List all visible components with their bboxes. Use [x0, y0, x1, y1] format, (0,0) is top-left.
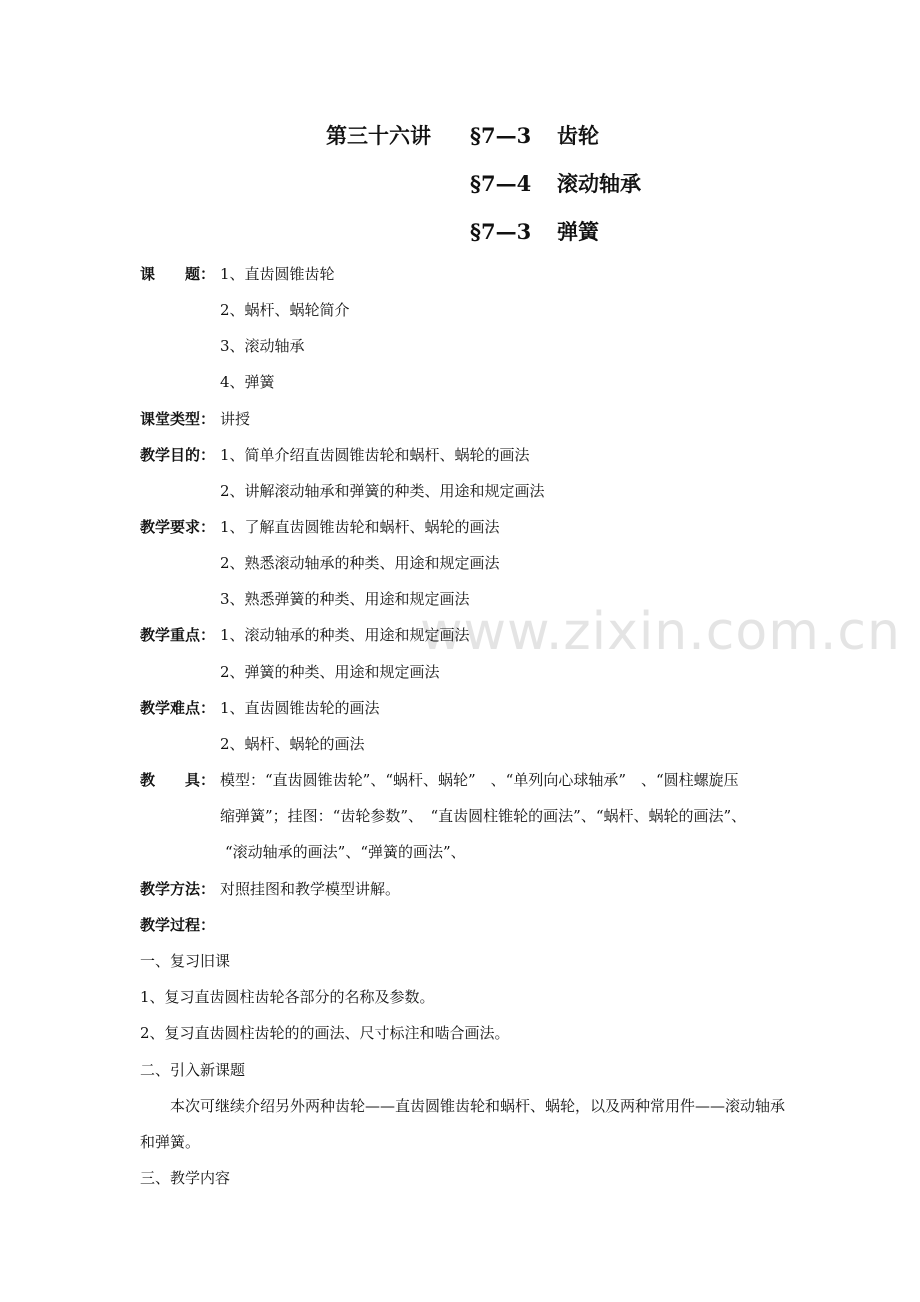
difficulty-item: 2、蜗杆、蜗轮的画法: [220, 735, 365, 753]
section-1-name: 齿轮: [557, 123, 599, 148]
goal-item: 2、讲解滚动轴承和弹簧的种类、用途和规定画法: [220, 482, 545, 500]
class-type-value: 讲授: [220, 410, 251, 428]
teaching-aids-label: 教 具：: [140, 771, 216, 789]
requirement-item: 2、熟悉滚动轴承的种类、用途和规定画法: [220, 554, 500, 572]
requirement-label: 教学要求：: [140, 518, 216, 536]
topic-label: 课 题：: [140, 265, 216, 283]
section-2-number: §7—4: [470, 171, 532, 196]
key-point-label: 教学重点：: [140, 626, 216, 644]
topic-item: 4、弹簧: [220, 373, 275, 391]
teaching-aids-line: “滚动轴承的画法”、“弹簧的画法”、: [225, 843, 466, 861]
key-point-item: 1、滚动轴承的种类、用途和规定画法: [220, 626, 470, 644]
watermark: www.zixin.com.cn: [420, 602, 901, 662]
requirement-item: 3、熟悉弹簧的种类、用途和规定画法: [220, 590, 470, 608]
intro-heading: 二、引入新课题: [140, 1061, 246, 1079]
intro-paragraph: 本次可继续介绍另外两种齿轮——直齿圆锥齿轮和蜗杆、蜗轮，以及两种常用件——滚动轴承和弹簧。: [140, 1097, 786, 1151]
section-3-name: 弹簧: [557, 219, 599, 244]
key-point-item: 2、弹簧的种类、用途和规定画法: [220, 663, 440, 681]
teaching-aids-line: 缩弹簧”；挂图：“齿轮参数”、 “直齿圆柱锥轮的画法”、“蜗杆、蜗轮的画法”、: [220, 807, 747, 825]
goal-item: 1、简单介绍直齿圆锥齿轮和蜗杆、蜗轮的画法: [220, 446, 530, 464]
section-2-name: 滚动轴承: [557, 171, 641, 196]
topic-item: 1、直齿圆锥齿轮: [220, 265, 335, 283]
content-heading: 三、教学内容: [140, 1169, 231, 1187]
requirement-item: 1、了解直齿圆锥齿轮和蜗杆、蜗轮的画法: [220, 518, 500, 536]
topic-item: 3、滚动轴承: [220, 337, 305, 355]
teaching-aids-line: 模型：“直齿圆锥齿轮”、“蜗杆、蜗轮” 、“单列向心球轴承” 、“圆柱螺旋压: [220, 771, 739, 789]
topic-item: 2、蜗杆、蜗轮简介: [220, 301, 350, 319]
lecture-title: 第三十六讲: [326, 123, 431, 148]
method-value: 对照挂图和教学模型讲解。: [220, 880, 401, 898]
review-item: 1、复习直齿圆柱齿轮各部分的名称及参数。: [140, 988, 435, 1006]
review-heading: 一、复习旧课: [140, 952, 231, 970]
method-label: 教学方法：: [140, 880, 216, 898]
difficulty-item: 1、直齿圆锥齿轮的画法: [220, 699, 380, 717]
section-1-number: §7—3: [470, 123, 532, 148]
difficulty-label: 教学难点：: [140, 699, 216, 717]
section-3-number: §7—3: [470, 219, 532, 244]
class-type-label: 课堂类型：: [140, 410, 216, 428]
goal-label: 教学目的：: [140, 446, 216, 464]
review-item: 2、复习直齿圆柱齿轮的的画法、尺寸标注和啮合画法。: [140, 1024, 510, 1042]
process-label: 教学过程：: [140, 916, 216, 934]
